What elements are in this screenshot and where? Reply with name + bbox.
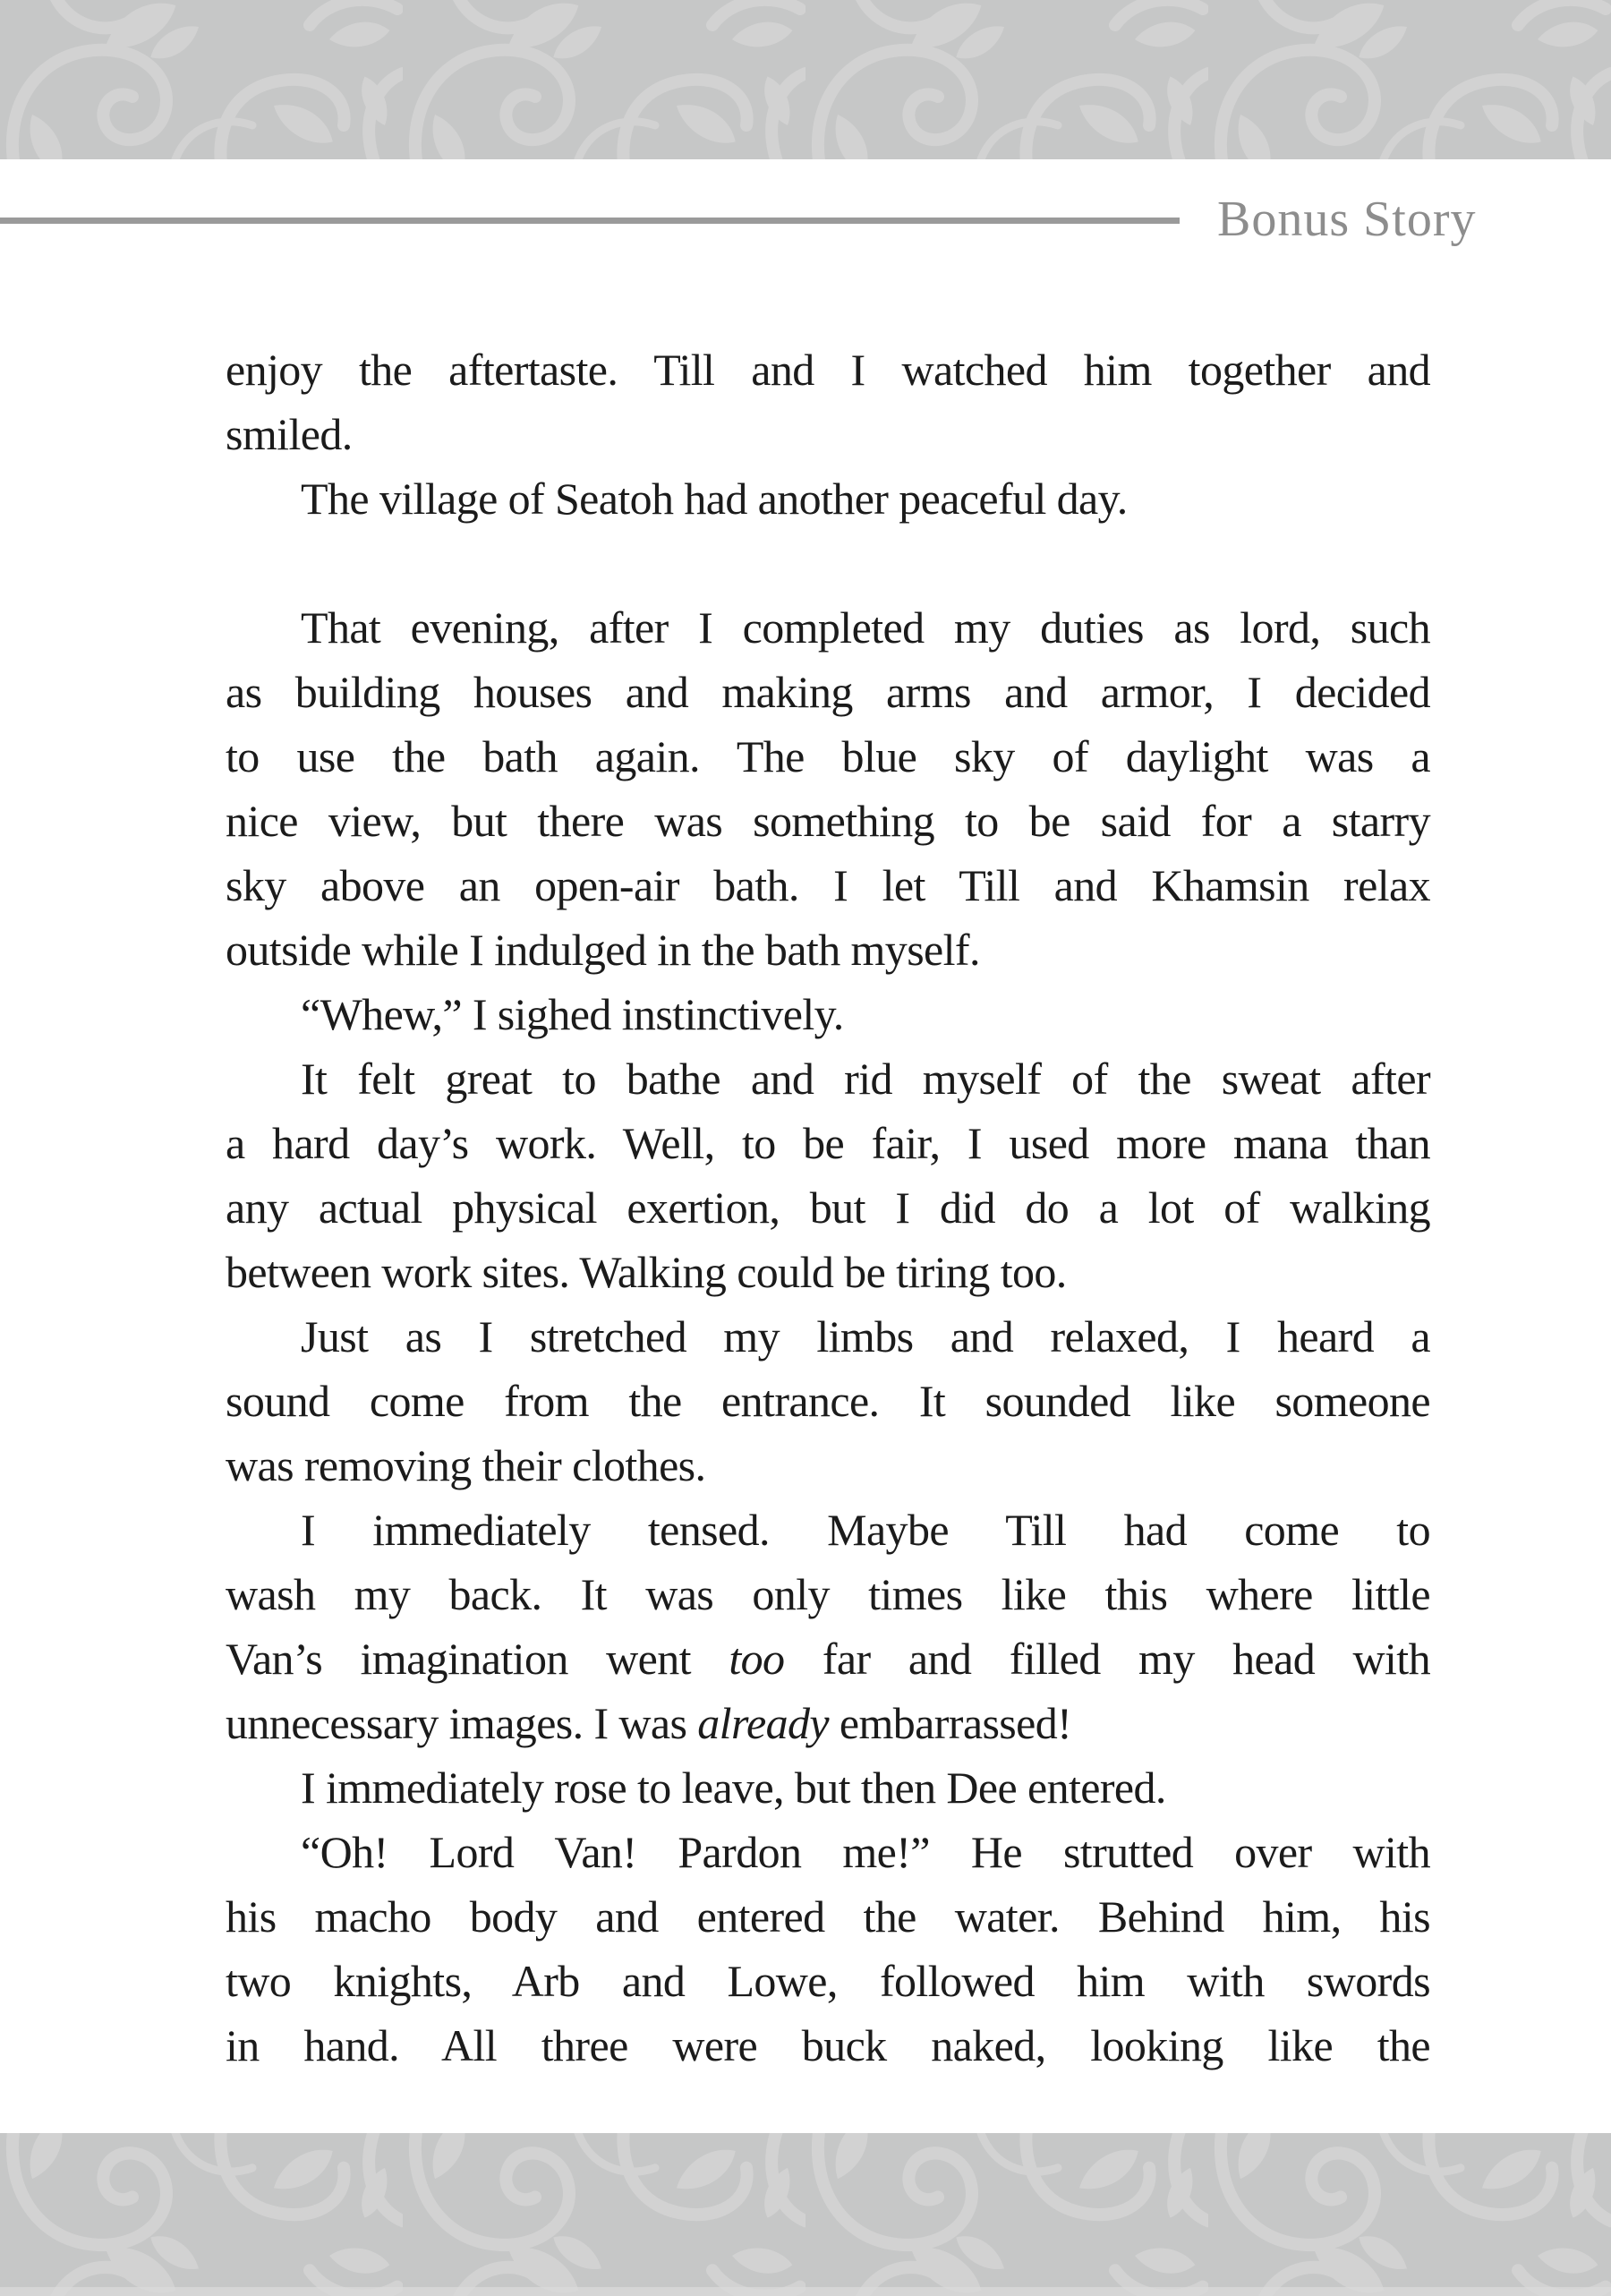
text-run: Just as I stretched my limbs and relaxed, I heard a [301, 1311, 1430, 1361]
text-run: a hard day’s work. Well, to be fair, I used more mana than [226, 1118, 1430, 1168]
text-line [226, 466, 1430, 531]
text-line [226, 660, 1430, 724]
text-run: It felt great to bathe and rid myself of the sweat after [301, 1054, 1430, 1104]
text-run: “Oh! Lord Van! Pardon me!” He strutted over with [301, 1827, 1430, 1877]
text-line [226, 789, 1430, 853]
bottom-ornament-band [0, 2133, 1611, 2296]
text-run: his macho body and entered the water. Behind him, his [226, 1891, 1430, 1942]
text-run: “Whew,” I sighed instinctively. [301, 989, 844, 1039]
text-run: embarrassed! [828, 1698, 1072, 1748]
text-run: I immediately tensed. Maybe Till had come to [301, 1505, 1430, 1555]
text-run: Van’s imagination went [226, 1634, 729, 1684]
text-line [226, 2013, 1430, 2078]
text-run: outside while I indulged in the bath myself. [226, 925, 980, 975]
text-line [226, 402, 1430, 466]
page-edge-highlight [0, 2287, 1611, 2296]
text-run: between work sites. Walking could be tiring too. [226, 1247, 1067, 1297]
text-run: as building houses and making arms and armor, I decided [226, 667, 1430, 717]
text-line [226, 1884, 1430, 1949]
text-run: wash my back. It was only times like this where little [226, 1569, 1430, 1619]
text-line [226, 1433, 1430, 1498]
text-line [226, 1949, 1430, 2013]
text-line [226, 1175, 1430, 1240]
text-run: sky above an open-air bath. I let Till and Khamsin relax [226, 860, 1430, 910]
text-line [226, 1562, 1430, 1626]
text-run: in hand. All three were buck naked, looking like the [226, 2020, 1430, 2070]
text-run: far and filled my head with [784, 1634, 1430, 1684]
top-ornament-band [0, 0, 1611, 159]
text-line [226, 724, 1430, 789]
text-run: was removing their clothes. [226, 1440, 706, 1490]
header-divider-line [0, 218, 1180, 224]
text-run: smiled. [226, 409, 353, 459]
text-line [226, 595, 1430, 660]
text-run: nice view, but there was something to be said for a starry [226, 796, 1430, 846]
text-line [226, 1498, 1430, 1562]
text-line [226, 1626, 1430, 1691]
text-line [226, 1046, 1430, 1111]
text-line [226, 1691, 1430, 1755]
text-line [226, 337, 1430, 402]
text-run: enjoy the aftertaste. Till and I watched him together and [226, 345, 1430, 395]
text-run: any actual physical exertion, but I did do a lot of walking [226, 1182, 1430, 1233]
text-line [226, 1820, 1430, 1884]
italic-text: too [729, 1634, 785, 1684]
italic-text: already [697, 1698, 829, 1748]
text-line [226, 918, 1430, 982]
text-line [226, 1369, 1430, 1433]
text-line [226, 1755, 1430, 1820]
text-run: The village of Seatoh had another peaceful day. [301, 474, 1128, 524]
text-run: unnecessary images. I was [226, 1698, 698, 1748]
section-header-title: Bonus Story [1217, 192, 1477, 247]
text-line [226, 1304, 1430, 1369]
text-line [226, 853, 1430, 918]
text-line [226, 982, 1430, 1046]
text-line [226, 1111, 1430, 1175]
text-run: I immediately rose to leave, but then Dee entered. [301, 1763, 1166, 1813]
text-run: to use the bath again. The blue sky of daylight was a [226, 731, 1430, 781]
text-line [226, 1240, 1430, 1304]
text-run: two knights, Arb and Lowe, followed him with swords [226, 1956, 1430, 2006]
text-run: sound come from the entrance. It sounded like someone [226, 1376, 1430, 1426]
story-text-block [226, 337, 1430, 2078]
text-run: That evening, after I completed my duties as lord, such [301, 602, 1430, 653]
blank-line [226, 531, 1430, 595]
